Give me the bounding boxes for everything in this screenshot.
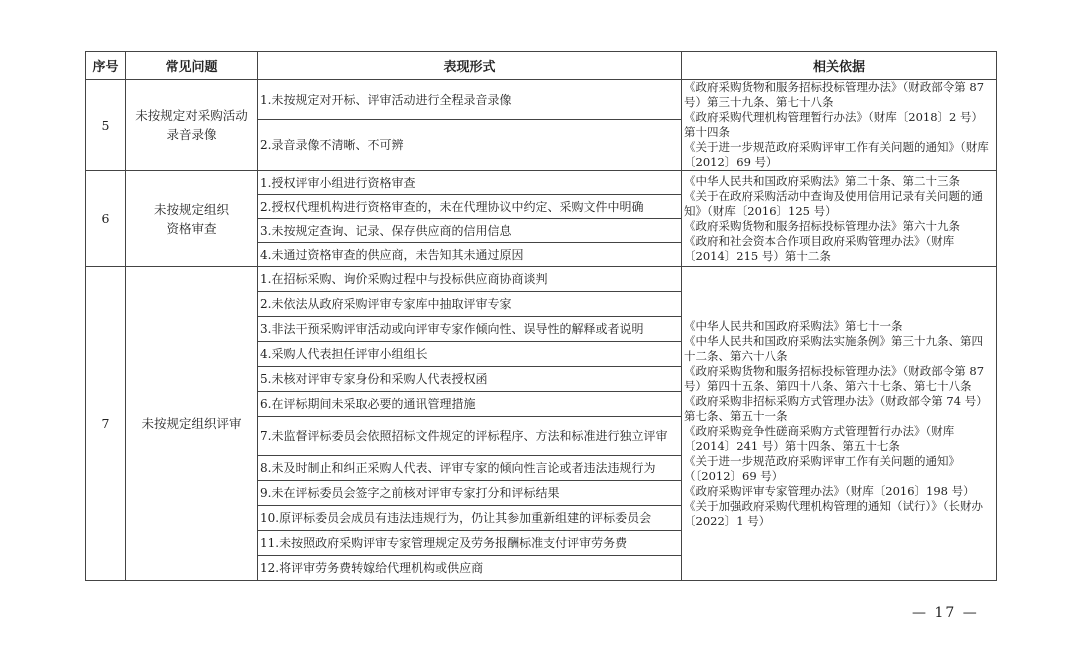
form-item: 4.未通过资格审查的供应商，未告知其未通过原因 [258,243,682,267]
header-basis: 相关依据 [682,52,997,80]
form-item: 11.未按照政府采购评审专家管理规定及劳务报酬标准支付评审劳务费 [258,531,682,556]
regulation-table [85,51,997,581]
issue-line: 未按规定组织评审 [141,416,242,431]
form-item: 12.将评审劳务费转嫁给代理机构或供应商 [258,556,682,581]
header-form: 表现形式 [258,52,682,80]
form-item: 1.未按规定对开标、评审活动进行全程录音录像 [258,80,682,120]
basis-cell: 《中华人民共和国政府采购法》第七十一条 《中华人民共和国政府采购法实施条例》第三十九条、第四十二条、第六十八条 《政府采购货物和服务招标投标管理办法》（财政部令第 87 号）第四十五条、第四十八条、第六十七条、第七十八条 《政府采购非招标采购方式管理办法》（财政部令第 74 号）第七条、第五十一条 《政府采购竞争性磋商采购方式管理暂行办法》（财库〔2014〕241 号）第十四条、第五十七条 《关于进一步规范政府采购评审工作有关问题的通知》（〔2012〕69 号） 《政府采购评审专家管理办法》（财库〔2016〕198 号） 《关于加强政府采购代理机构管理的通知（试行）》（长财办〔2022〕1 号） [682,267,997,581]
table-row [86,80,997,120]
form-item: 8.未及时制止和纠正采购人代表、评审专家的倾向性言论或者违法违规行为 [258,456,682,481]
form-item: 2.未依法从政府采购评审专家库中抽取评审专家 [258,292,682,317]
form-item: 10.原评标委员会成员有违法违规行为，仍让其参加重新组建的评标委员会 [258,506,682,531]
issue-cell [126,267,258,581]
row-number: 6 [86,171,126,267]
form-item: 3.非法干预采购评审活动或向评审专家作倾向性、误导性的解释或者说明 [258,317,682,342]
basis-cell: 《政府采购货物和服务招标投标管理办法》（财政部令第 87 号）第三十九条、第七十八条 《政府采购代理机构管理暂行办法》（财库〔2018〕2 号）第十四条 《关于进一步规范政府采购评审工作有关问题的通知》（财库〔2012〕69 号） [682,80,997,171]
issue-line: 未按规定对采购活动 [135,108,248,123]
row-number: 5 [86,80,126,171]
form-item: 1.在招标采购、询价采购过程中与投标供应商协商谈判 [258,267,682,292]
issue-line: 未按规定组织 [153,201,229,217]
form-item: 6.在评标期间未采取必要的通讯管理措施 [258,392,682,417]
table-row [86,171,997,195]
row-number: 7 [86,267,126,581]
form-item: 5.未核对评审专家身份和采购人代表授权函 [258,367,682,392]
issue-cell [126,80,258,171]
table-row [86,267,997,292]
table-header-row [86,52,997,80]
form-item: 1.授权评审小组进行资格审查 [258,171,682,195]
form-item: 3.未按规定查询、记录、保存供应商的信用信息 [258,219,682,243]
header-issue: 常见问题 [126,52,258,80]
page-number: — 17 — [912,605,979,621]
issue-cell [126,171,258,267]
form-item: 4.采购人代表担任评审小组组长 [258,342,682,367]
header-no: 序号 [86,52,126,80]
issue-line: 录音录像 [166,127,217,142]
basis-cell: 《中华人民共和国政府采购法》第二十条、第二十三条 《关于在政府采购活动中查询及使用信用记录有关问题的通知》（财库〔2016〕125 号） 《政府采购货物和服务招标投标管理办法》第六十九条 《政府和社会资本合作项目政府采购管理办法》（财库〔2014〕215 号）第十二条 [682,171,997,267]
issue-line: 资格审查 [166,220,217,236]
form-item: 2.录音录像不清晰、不可辨 [258,120,682,171]
form-item: 9.未在评标委员会签字之前核对评审专家打分和评标结果 [258,481,682,506]
form-item: 7.未监督评标委员会依照招标文件规定的评标程序、方法和标准进行独立评审 [258,417,682,456]
form-item: 2.授权代理机构进行资格审查的，未在代理协议中约定、采购文件中明确 [258,195,682,219]
